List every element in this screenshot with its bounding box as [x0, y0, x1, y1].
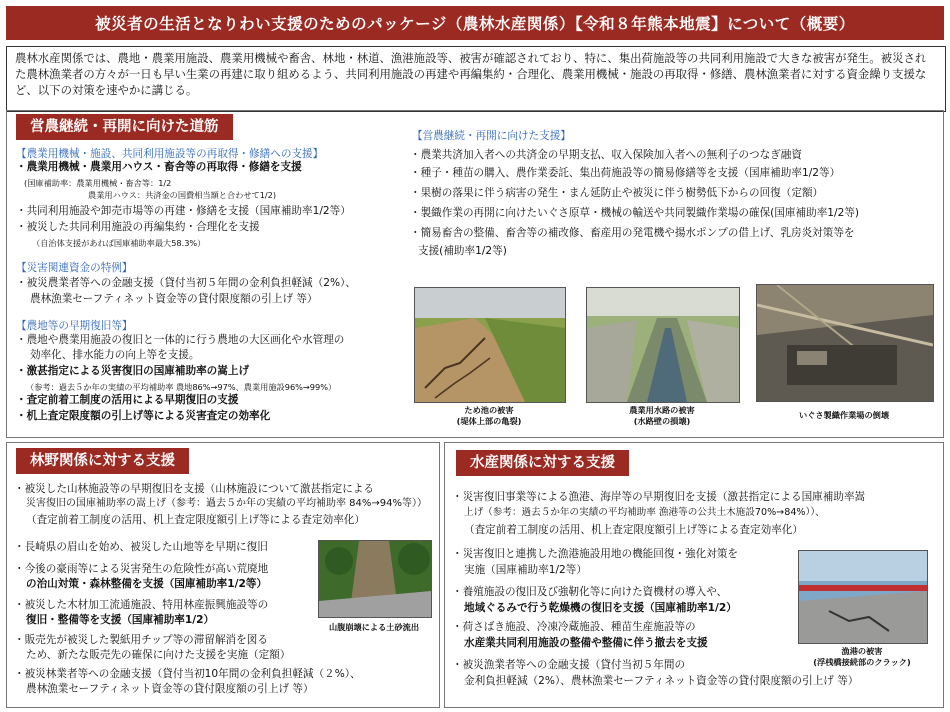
forest-section-title: 林野関係に対する支援: [16, 448, 189, 474]
fish-item: ・荷さばき施設、冷凍冷蔵施設、種苗生産施設等の: [452, 621, 696, 633]
farm-note: 農業用ハウス：共済金の国費相当額と合わせて1/2): [88, 190, 277, 200]
photo-caption: いぐさ製織作業場の倒壊: [798, 410, 890, 420]
forest-item: ・長崎県の眉山を始め、被災した山地等を早期に復旧: [14, 541, 268, 553]
farm-sub-restore: 【農地等の早期復旧等】: [16, 320, 133, 332]
photo-landslide: [318, 540, 432, 618]
photo-caption: 山腹崩壊による土砂流出: [328, 622, 420, 632]
forest-item: 災害復旧の国庫補助率の嵩上げ（参考：過去５か年の実績の平均補助率 84%→94%等））: [26, 498, 428, 509]
farm-note: （自治体支援があれば国庫補助率最大58.3%）: [32, 238, 206, 248]
fish-item: 地域ぐるみで行う乾燥機の復旧を支援（国庫補助率1/2）: [464, 602, 737, 614]
farm-right-item: ・製織作業の再開に向けたいぐさ原草・機械の輸送や共同製織作業場の確保(国庫補助率1/2等): [410, 207, 860, 219]
farm-item: ・被災した共同利用施設の再編集約・合理化を支援: [16, 221, 260, 233]
fish-item: ・養殖施設の復旧及び強靭化等に向けた資機材の導入や、: [452, 586, 728, 598]
farm-note: （参考：過去５か年の実績の平均補助率 農地86%→97%、農業用施設96%→99%）: [26, 382, 337, 392]
photo-fishing-port: [798, 550, 928, 644]
farm-item: ・共同利用施設や卸売市場等の再建・修繕を支援（国庫補助率1/2等）: [16, 205, 351, 217]
farm-right-item: ・果樹の落果に伴う病害の発生・まん延防止や被災に伴う樹勢低下からの回復（定額）: [410, 187, 824, 199]
fish-item: ・災害復旧と連携した漁港施設用地の機能回復・強化対策を: [452, 548, 739, 560]
fish-item: ・災害復旧事業等による漁港、海岸等の早期復旧を支援（激甚指定による国庫補助率嵩: [452, 491, 866, 503]
farm-sub-continue: 【営農継続・再開に向けた支援】: [412, 130, 571, 142]
forest-item: ・被災林業者等への金融支援（貸付当初10年間の金利負担軽減（２%）、: [14, 668, 361, 680]
photo-canal-damage: [586, 287, 740, 403]
fish-item: 上げ（参考：過去５か年の実績の平均補助率 漁港等の公共土木施設70%→84%））、: [464, 507, 825, 518]
farm-item: ・農地や農業用施設の復旧と一体的に行う農地の大区画化や水管理の: [16, 334, 345, 346]
photo-igusa-collapse: [756, 284, 934, 402]
photo-caption: 漁港の被害 (浮桟橋接続部のクラック): [813, 646, 911, 667]
photo-reservoir-damage: [414, 287, 566, 403]
page-title: 被災者の生活となりわい支援のためのパッケージ（農林水産関係）【令和８年熊本地震】について（概要）: [6, 6, 944, 40]
forest-item: ・被災した山林施設等の早期復旧を支援（山林施設について激甚指定による: [14, 483, 374, 495]
farm-right-item: ・種子・種苗の購入、農作業委託、集出荷施設等の簡易修繕等を支援（国庫補助率1/2等）: [410, 167, 841, 179]
forest-item: ため、新たな販売先の確保に向けた支援を実施（定額）: [26, 649, 291, 661]
fish-item: 金利負担軽減（2%）、農林漁業セーフティネット資金等の貸付限度額の引上げ 等）: [464, 675, 859, 687]
forest-item: （査定前着工制度の活用、机上査定限度額引上げ等による査定効率化）: [26, 514, 365, 526]
fish-item: 水産業共同利用施設の整備や整備に伴う撤去を支援: [464, 637, 708, 649]
farm-note: (国庫補助率：農業用機械・畜舎等：1/2: [24, 178, 172, 188]
farm-item: 農林漁業セーフティネット資金等の貸付限度額の引上げ 等）: [30, 293, 318, 305]
farm-right-item: ・農業共済加入者への共済金の早期支払、収入保険加入者への無利子のつなぎ融資: [410, 149, 802, 161]
farm-item: ・激甚指定による災害復旧の国庫補助率の嵩上げ: [16, 365, 250, 377]
forest-item: ・被災した木材加工流通施設、特用林産振興施設等の: [14, 599, 269, 611]
farm-section-title: 営農継続・再開に向けた道筋: [16, 114, 233, 140]
fish-item: 実施（国庫補助率1/2等）: [464, 564, 587, 576]
farm-item: ・被災農業者等への金融支援（貸付当初５年間の金利負担軽減（2%）、: [16, 277, 356, 289]
forest-item: ・販売先が被災した製紙用チップ等の滞留解消を図る: [14, 634, 268, 646]
fish-section-title: 水産関係に対する支援: [456, 450, 629, 476]
farm-item: ・査定前着工制度の活用による早期復旧の支援: [16, 394, 239, 406]
farm-item: ・農業用機械・農業用ハウス・畜舎等の再取得・修繕を支援: [16, 161, 302, 173]
fish-item: ・被災漁業者等への金融支援（貸付当初５年間の: [452, 659, 686, 671]
farm-sub-finance: 【災害関連資金の特例】: [16, 262, 133, 274]
farm-right-item: ・簡易畜舎の整備、畜舎等の補改修、畜産用の発電機や揚水ポンプの借上げ、乳房炎対策等を: [410, 227, 855, 239]
forest-item: 農林漁業セーフティネット資金等の貸付限度額の引上げ 等）: [26, 683, 314, 695]
farm-item: 効率化、排水能力の向上等を支援。: [30, 349, 200, 361]
farm-right-item: 支援(補助率1/2等): [418, 245, 507, 257]
farm-sub-facilities: 【農業用機械・施設、共同利用施設等の再取得・修繕への支援】: [16, 148, 324, 160]
fish-item: （査定前着工制度の活用、机上査定限度額引上げ等による査定効率化）: [464, 524, 803, 536]
photo-caption: ため池の被害 (堤体上部の亀裂): [456, 405, 522, 426]
forest-item: の治山対策・森林整備を支援（国庫補助率1/2等）: [26, 578, 268, 590]
forest-item: 復旧・整備等を支援（国庫補助率1/2）: [26, 614, 215, 626]
intro-text: 農林水産関係では、農地・農業用施設、農業用機械や畜舎、林地・林道、漁港施設等、被害が確認されており、特に、集出荷施設等の共同利用施設で大きな被害が発生。被災された農林漁業者の方々が一日も早い生業の再建に取り組めるよう、共同利用施設の再建や再編集約・合理化、農業用機械・施設の再取得・修繕、農林漁業者に対する資金繰り支援など、以下の対策を速やかに講じる。: [6, 46, 946, 112]
photo-caption: 農業用水路の被害 (水路壁の損壊): [629, 405, 695, 426]
forest-item: ・今後の豪雨等による災害発生の危険性が高い荒廃地: [14, 563, 269, 575]
farm-item: ・机上査定限度額の引上げ等による災害査定の効率化: [16, 410, 271, 422]
